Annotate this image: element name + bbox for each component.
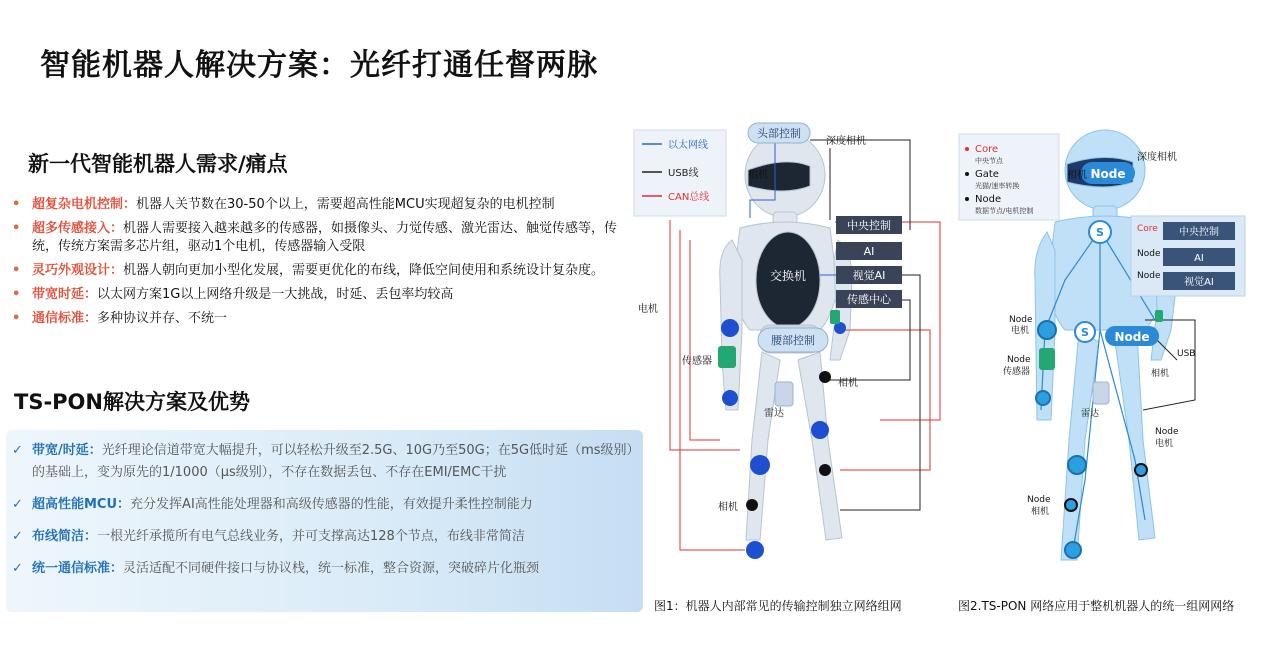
camera-hip-label: 相机 bbox=[838, 378, 858, 389]
bullet-dot-icon: • bbox=[12, 263, 21, 278]
legend-node-name: Node bbox=[975, 194, 1002, 205]
s-label-top: S bbox=[1096, 226, 1104, 239]
core-label: Core bbox=[1137, 224, 1158, 234]
bullet-dot-icon: • bbox=[12, 221, 21, 236]
page-title: 智能机器人解决方案：光纤打通任督两脉 bbox=[40, 48, 598, 83]
radar-label: 雷达 bbox=[764, 408, 784, 419]
legend-gate-dot bbox=[965, 172, 969, 176]
needs-list bbox=[12, 196, 622, 334]
solution-item bbox=[12, 440, 642, 484]
legend-gate-desc: 光猫/速率转换 bbox=[975, 182, 1020, 190]
needs-item-key: 超多传感接入： bbox=[32, 221, 124, 236]
figure2-caption: 图2.TS-PON 网络应用于整机机器人的统一组网网络 bbox=[958, 599, 1235, 613]
bullet-dot-icon: • bbox=[12, 287, 21, 302]
solution-item bbox=[12, 494, 642, 516]
ai-label: AI bbox=[863, 245, 875, 258]
depth-camera-label: 深度相机 bbox=[1137, 152, 1177, 163]
legend-node-dot bbox=[965, 197, 969, 201]
node-ai-label: Node bbox=[1137, 249, 1161, 259]
solution-item-text: 光纤理论信道带宽大幅提升，可以轻松升级至2.5G、10G乃至50G；在5G低时延（ms级别）的基础上，变为原先的1/1000（μs级别），不存在数据丢包、不存在EMI/EMC干扰 bbox=[32, 443, 640, 480]
node-chest-label: Node bbox=[1114, 330, 1150, 344]
needs-item-text: 机器人关节数在30-50个以上，需要超高性能MCU实现超复杂的电机控制 bbox=[136, 197, 555, 212]
sensor-label: 传感器 bbox=[1003, 367, 1031, 377]
node-motor-label: Node bbox=[1009, 315, 1033, 325]
needs-item-key: 带宽时延： bbox=[32, 287, 98, 302]
needs-item-text: 机器人需要接入越来越多的传感器，如摄像头、力觉传感、激光雷达、触觉传感等，传统，传统方案需多芯片组，驱动1个电机，传感器输入受限 bbox=[32, 221, 618, 254]
camera-head-label: 相机 bbox=[748, 170, 768, 181]
solution-item bbox=[12, 558, 642, 580]
needs-item bbox=[12, 286, 622, 304]
check-icon: ✓ bbox=[12, 443, 23, 458]
radar-label: 雷达 bbox=[1081, 409, 1100, 419]
depth-camera-label: 深度相机 bbox=[826, 136, 866, 147]
solution-list bbox=[12, 440, 642, 590]
motor-label: 电机 bbox=[638, 304, 658, 315]
needs-item bbox=[12, 196, 622, 214]
s-label-waist: S bbox=[1081, 326, 1089, 339]
solution-item-key: 布线简洁： bbox=[32, 529, 98, 544]
legend-can-label: CAN总线 bbox=[668, 192, 710, 203]
needs-heading: 新一代智能机器人需求/痛点 bbox=[28, 152, 288, 176]
legend-usb-label: USB线 bbox=[668, 168, 699, 179]
sensor-label: 传感器 bbox=[682, 356, 712, 367]
head-control-label: 头部控制 bbox=[757, 127, 801, 140]
needs-item-text: 多种协议并存、不统一 bbox=[97, 311, 228, 326]
sensor-center-label: 传感中心 bbox=[847, 293, 891, 306]
needs-item-key: 灵巧外观设计： bbox=[32, 263, 124, 278]
needs-item-key: 通信标准： bbox=[32, 311, 98, 326]
central-control-label: 中央控制 bbox=[1179, 227, 1219, 238]
ai-label: AI bbox=[1194, 253, 1204, 264]
figure1-diagram bbox=[630, 120, 950, 590]
check-icon: ✓ bbox=[12, 497, 23, 512]
camera-hip-label: 相机 bbox=[1151, 369, 1170, 379]
node-camera-label: Node bbox=[1027, 495, 1051, 505]
switch-label: 交换机 bbox=[769, 269, 807, 283]
legend-core-desc: 中央节点 bbox=[975, 157, 1003, 165]
waist-control-label: 腰部控制 bbox=[771, 334, 815, 347]
solution-item-key: 统一通信标准： bbox=[32, 561, 124, 576]
node-vision-label: Node bbox=[1137, 271, 1161, 281]
check-icon: ✓ bbox=[12, 561, 23, 576]
figure2-diagram bbox=[955, 120, 1275, 590]
check-icon: ✓ bbox=[12, 529, 23, 544]
vision-ai-label: 视觉AI bbox=[1184, 277, 1214, 288]
solution-item-key: 超高性能MCU： bbox=[32, 497, 131, 512]
bullet-dot-icon: • bbox=[12, 197, 21, 212]
solution-heading: TS-PON解决方案及优势 bbox=[14, 390, 250, 414]
motor-label: 电机 bbox=[1011, 326, 1030, 336]
legend-node-desc: 数据节点/电机控制 bbox=[975, 207, 1034, 215]
central-control-label: 中央控制 bbox=[847, 219, 891, 232]
legend-gate-name: Gate bbox=[975, 169, 999, 180]
camera-head-label: 相机 bbox=[1067, 170, 1087, 181]
needs-item-key: 超复杂电机控制： bbox=[32, 197, 137, 212]
needs-item-text: 以太网方案1G以上网络升级是一大挑战，时延、丢包率均较高 bbox=[97, 287, 454, 302]
solution-item bbox=[12, 526, 642, 548]
legend-ethernet-label: 以太网线 bbox=[668, 140, 708, 151]
solution-item-key: 带宽/时延： bbox=[32, 443, 102, 458]
legend-core-name: Core bbox=[975, 144, 999, 155]
solution-item-text: 灵活适配不同硬件接口与协议栈，统一标准，整合资源，突破碎片化瓶颈 bbox=[123, 561, 540, 576]
node-sensor-label: Node bbox=[1007, 355, 1031, 365]
needs-item-text: 机器人朝向更加小型化发展，需要更优化的布线，降低空间使用和系统设计复杂度。 bbox=[123, 263, 605, 278]
node-head-label: Node bbox=[1090, 167, 1126, 181]
bullet-dot-icon: • bbox=[12, 311, 21, 326]
legend-core-dot bbox=[965, 147, 969, 151]
camera-leg-label: 相机 bbox=[1031, 507, 1050, 517]
solution-item-text: 一根光纤承揽所有电气总线业务，并可支撑高达128个节点，布线非常简洁 bbox=[97, 529, 525, 544]
motor2-label: 电机 bbox=[1155, 439, 1174, 449]
camera-leg-label: 相机 bbox=[718, 502, 738, 513]
needs-item bbox=[12, 310, 622, 328]
needs-item bbox=[12, 262, 622, 280]
vision-ai-label: 视觉AI bbox=[852, 269, 886, 282]
usb-label: USB bbox=[1177, 349, 1196, 359]
figure1-caption: 图1：机器人内部常见的传输控制独立网络组网 bbox=[654, 599, 902, 613]
node-motor2-label: Node bbox=[1155, 427, 1179, 437]
solution-item-text: 充分发挥AI高性能处理器和高级传感器的性能，有效提升柔性控制能力 bbox=[130, 497, 533, 512]
needs-item bbox=[12, 220, 622, 256]
